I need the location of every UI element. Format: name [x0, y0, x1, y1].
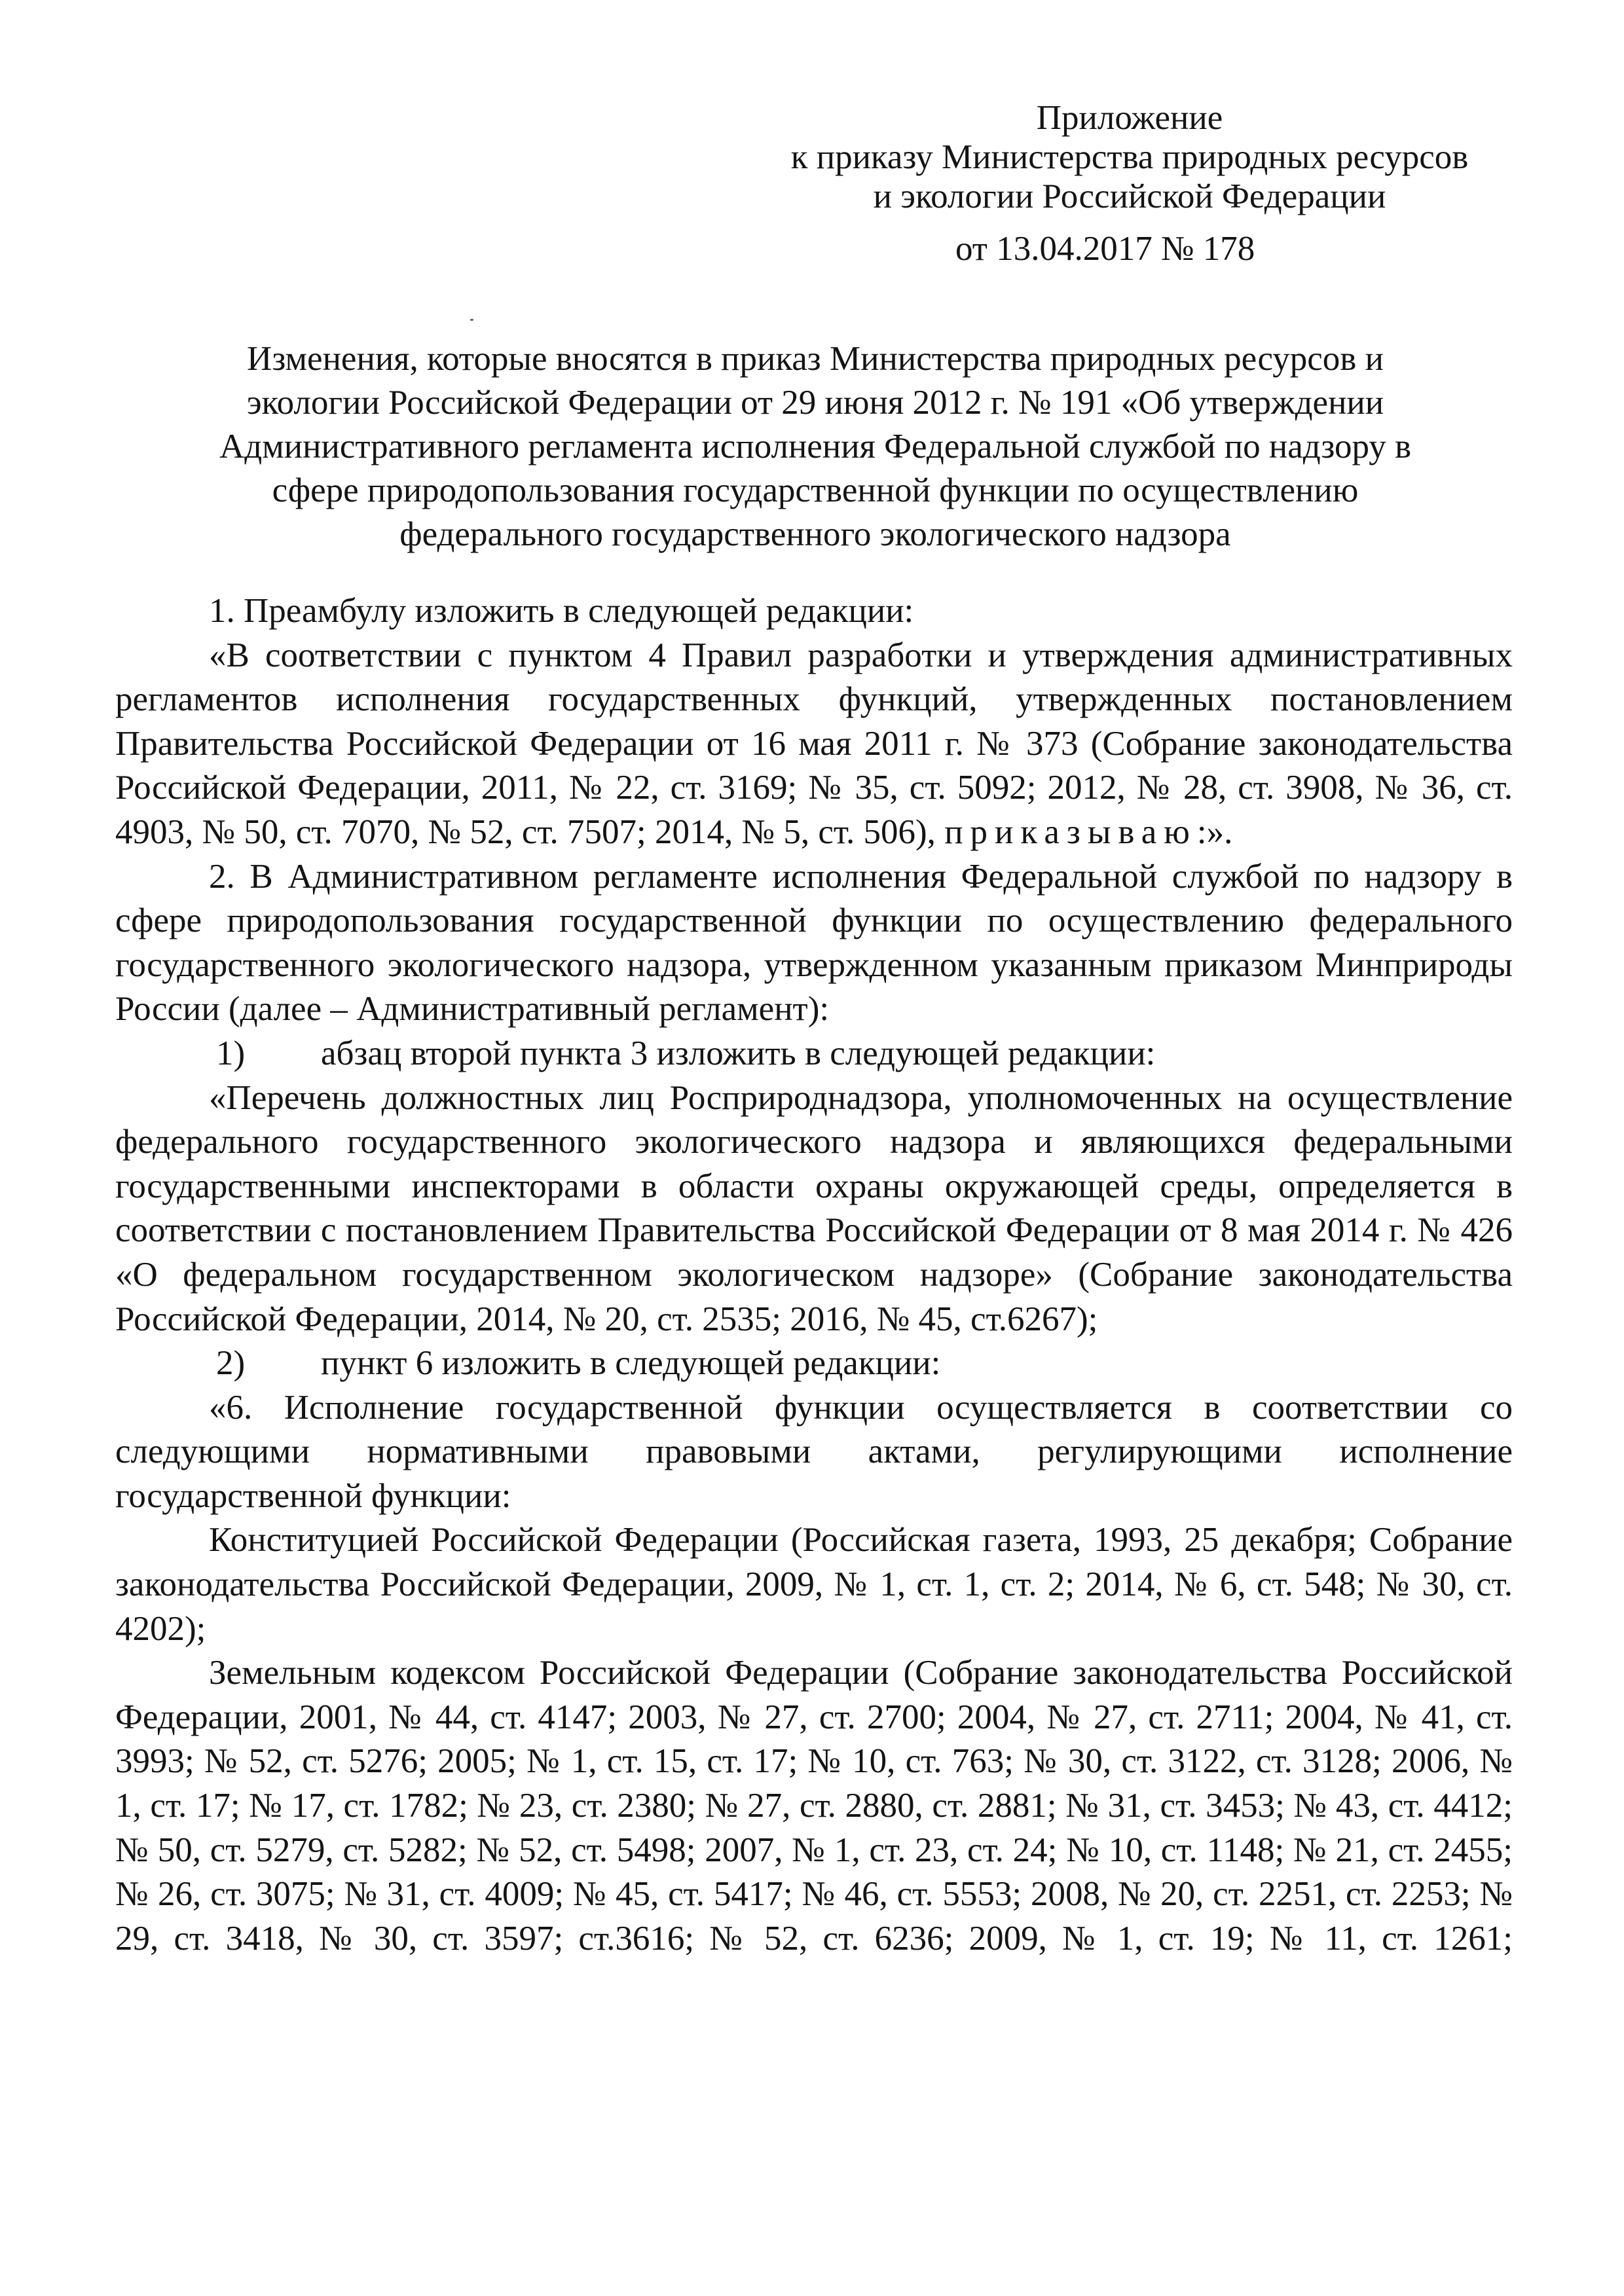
paragraph-land-code: Земельным кодексом Российской Федерации (Собрание законодательства Российской Федерации, 2001, № 44, ст. 4147; 2003, № 27, ст. 2700; 2004, № 27, ст. 2711; 2004, № 41, ст. 3993; № 52, ст. 5276; 2005; № 1, ст. 15, ст. 17; № 10, ст. 763; № 30, ст. 3122, ст. 3128; 2006, № 1, ст. 17; № 17, ст. 1782; № 23, ст. 2380; № 27, ст. 2880, ст. 2881; № 31, ст. 3453; № 43, ст. 4412; № 50, ст. 5279, ст. 5282; № 52, ст. 5498; 2007, № 1, ст. 23, ст. 24; № 10, ст. 1148; № 21, ст. 2455; № 26, ст. 3075; № 31, ст. 4009; № 45, ст. 5417; № 46, ст. 5553; 2008, № 20, ст. 2251, ст. 2253; № 29, ст. 3418, № 30, ст. 3597; ст.3616; № 52, ст. 6236; 2009, № 1, ст. 19; № 11, ст. 1261;: [115, 1654, 1513, 1958]
item-number: 2): [216, 1344, 246, 1383]
paragraph-preamble-text: [115, 634, 1513, 855]
document-title: [111, 337, 1519, 556]
item-text: абзац второй пункта 3 изложить в следующей редакции:: [321, 1034, 1156, 1072]
appendix-line: к приказу Министерства природных ресурсов: [790, 138, 1469, 176]
title-line: экологии Российской Федерации от 29 июня 2012 г. № 191 «Об утверждении: [246, 384, 1384, 422]
appendix-line: Приложение: [1036, 99, 1223, 137]
scan-speck: [470, 319, 473, 321]
appendix-line: и экологии Российской Федерации: [873, 177, 1386, 215]
order-word: приказываю: [944, 812, 1197, 851]
document-body: [115, 589, 1513, 1961]
item-text: пункт 6 изложить в следующей редакции:: [321, 1344, 941, 1383]
order-date-line: от 13.04.2017 № 178: [955, 230, 1255, 268]
preamble-end: :».: [1196, 812, 1233, 851]
title-line: Изменения, которые вносятся в приказ Министерства природных ресурсов и: [247, 340, 1384, 378]
paragraph-constitution: Конституцией Российской Федерации (Российская газета, 1993, 25 декабря; Собрание законодательства Российской Федерации, 2009, № 1, ст. 1, ст. 2; 2014, № 6, ст. 548; № 30, ст. 4202);: [115, 1521, 1513, 1648]
title-line: сфере природопользования государственной функции по осуществлению: [272, 471, 1359, 509]
preamble-text: «В соответствии с пунктом 4 Правил разработки и утверждения административных регламентов исполнения государственных функций, утвержденных постановлением Правительства Российской Федерации от 16 мая 2011 г. № 373 (Собрание законодательства Российской Федерации, 2011, № 22, ст. 3169; № 35, ст. 5092; 2012, № 28, ст. 3908, № 36, ст. 4903, № 50, ст. 7070, № 52, ст. 7507; 2014, № 5, ст. 506),: [115, 636, 1513, 851]
paragraph-preamble-instruction: 1. Преамбулу изложить в следующей редакции:: [209, 592, 914, 630]
paragraph-legal-basis: «6. Исполнение государственной функции осуществляется в соответствии со следующими нормативными правовыми актами, регулирующими исполнение государственной функции:: [115, 1388, 1513, 1515]
item-1: [115, 1032, 1513, 1076]
paragraph-amendments-intro: 2. В Административном регламенте исполнения Федеральной службой по надзору в сфере природопользования государственной функции по осуществлению федерального государственного экологического надзора, утвержденном указанным приказом Минприроды России (далее – Административный регламент):: [115, 857, 1513, 1029]
appendix-header: [747, 98, 1513, 216]
title-line: федерального государственного экологического надзора: [399, 515, 1231, 553]
item-number: 1): [216, 1034, 246, 1072]
paragraph-officials-list: «Перечень должностных лиц Росприроднадзора, уполномоченных на осуществление федерального государственного экологического надзора и являющихся федеральными государственными инспекторами в области охраны окружающей среды, определяется в соответствии с постановлением Правительства Российской Федерации от 8 мая 2014 г. № 426 «О федеральном государственном экологическом надзоре» (Собрание законодательства Российской Федерации, 2014, № 20, ст. 2535; 2016, № 45, ст.6267);: [115, 1078, 1513, 1338]
title-line: Административного регламента исполнения Федеральной службой по надзору в: [219, 428, 1412, 465]
item-2: [115, 1341, 1513, 1386]
